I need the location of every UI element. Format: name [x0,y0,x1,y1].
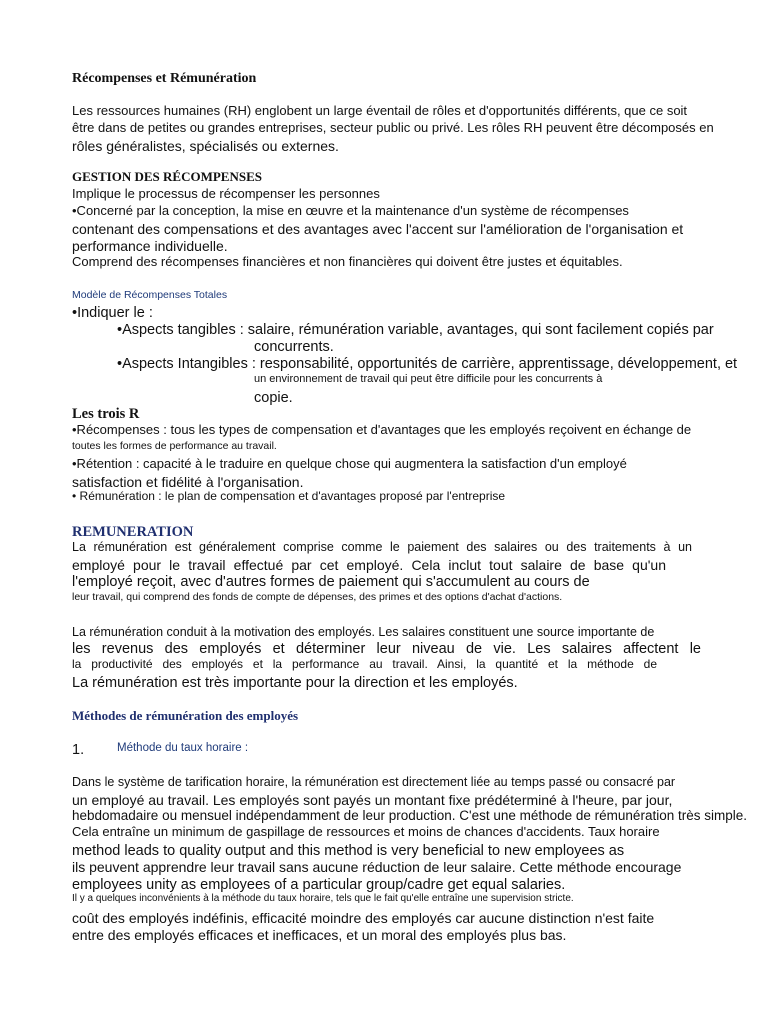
section-heading-trois-r: Les trois R [72,406,140,422]
trois-r-line: satisfaction et fidélité à l'organisation. [72,474,304,490]
document-title: Récompenses et Rémunération [72,71,257,86]
intro-line: être dans de petites ou grandes entreprises, secteur public ou privé. Les rôles RH peuvent être décomposés en [72,120,714,135]
section-heading-modele: Modèle de Récompenses Totales [72,289,228,301]
methodes-line: employees unity as employees of a particular group/cadre get equal salaries. [72,877,566,893]
remuneration-line: la productivité des employés et la performance au travail. Ainsi, la quantité et la méthode de [72,657,657,671]
remuneration-line: les revenus des employés et déterminer leur niveau de vie. Les salaires affectent le [72,641,701,657]
methodes-line: entre des employés efficaces et inefficaces, et un moral des employés plus bas. [72,927,567,943]
section-heading-remuneration: REMUNERATION [72,524,194,540]
modele-intangibles-cont: copie. [254,390,293,406]
modele-indiquer: •Indiquer le : [72,305,153,321]
trois-r-line: •Rétention : capacité à le traduire en quelque chose qui augmentera la satisfaction d'un employé [72,456,627,471]
methodes-line: Cela entraîne un minimum de gaspillage de ressources et moins de chances d'accidents. Taux horaire [72,824,660,839]
trois-r-line: •Récompenses : tous les types de compensation et d'avantages que les employés reçoivent en échange de [72,422,692,437]
gestion-line: performance individuelle. [72,238,228,254]
remuneration-line: La rémunération conduit à la motivation des employés. Les salaires constituent une source importante de [72,625,655,639]
methodes-line: method leads to quality output and this method is very beneficial to new employees as [72,843,625,859]
methodes-line: Il y a quelques inconvénients à la méthode du taux horaire, tels que le fait qu'elle entraîne une supervision stricte. [72,893,574,904]
intro-line: Les ressources humaines (RH) englobent un large éventail de rôles et d'opportunités différents, que ce soit [72,103,688,118]
methodes-line: un employé au travail. Les employés sont payés un montant fixe prédéterminé à l'heure, par jour, [72,792,673,808]
modele-tangibles-cont: concurrents. [254,339,334,355]
methodes-line: hebdomadaire ou mensuel indépendamment de leur production. C'est une méthode de rémunération très simple. [72,808,747,823]
section-heading-methodes: Méthodes de rémunération des employés [72,708,299,723]
remuneration-line: employé pour le travail effectué par cet employé. Cela inclut tout salaire de base qu'un [72,557,666,573]
remuneration-line: leur travail, qui comprend des fonds de compte de dépenses, des primes et des options d'achat d'actions. [72,591,563,603]
gestion-line: Implique le processus de récompenser les personnes [72,186,380,201]
remuneration-line: La rémunération est généralement comprise comme le paiement des salaires ou des traitements à un [72,540,692,554]
trois-r-line: toutes les formes de performance au travail. [72,440,277,452]
gestion-line: •Concerné par la conception, la mise en œuvre et la maintenance d'un système de récompenses [72,203,629,218]
methodes-line: ils peuvent apprendre leur travail sans aucune réduction de leur salaire. Cette méthode encourage [72,859,682,875]
methodes-line: coût des employés indéfinis, efficacité moindre des employés car aucune distinction n'est faite [72,910,655,926]
modele-tangibles: •Aspects tangibles : salaire, rémunération variable, avantages, qui sont facilement copiés par [117,322,714,338]
remuneration-line: l'employé reçoit, avec d'autres formes de paiement qui s'accumulent au cours de [72,574,590,590]
section-heading-gestion: GESTION DES RÉCOMPENSES [72,169,262,184]
subsection-heading-taux-horaire: Méthode du taux horaire : [117,742,249,754]
methodes-line: Dans le système de tarification horaire, la rémunération est directement liée au temps passé ou consacré par [72,775,676,789]
gestion-line: contenant des compensations et des avantages avec l'accent sur l'amélioration de l'organisation et [72,221,684,237]
trois-r-line: • Rémunération : le plan de compensation et d'avantages proposé par l'entreprise [72,489,506,503]
modele-intangibles: •Aspects Intangibles : responsabilité, opportunités de carrière, apprentissage, développement, et [117,356,738,372]
list-number: 1. [72,742,85,758]
gestion-line: Comprend des récompenses financières et non financières qui doivent être justes et équitables. [72,254,623,269]
modele-intangibles-cont: un environnement de travail qui peut être difficile pour les concurrents à [254,373,603,385]
remuneration-line: La rémunération est très importante pour la direction et les employés. [72,675,518,691]
intro-line: rôles généralistes, spécialisés ou externes. [72,138,339,154]
